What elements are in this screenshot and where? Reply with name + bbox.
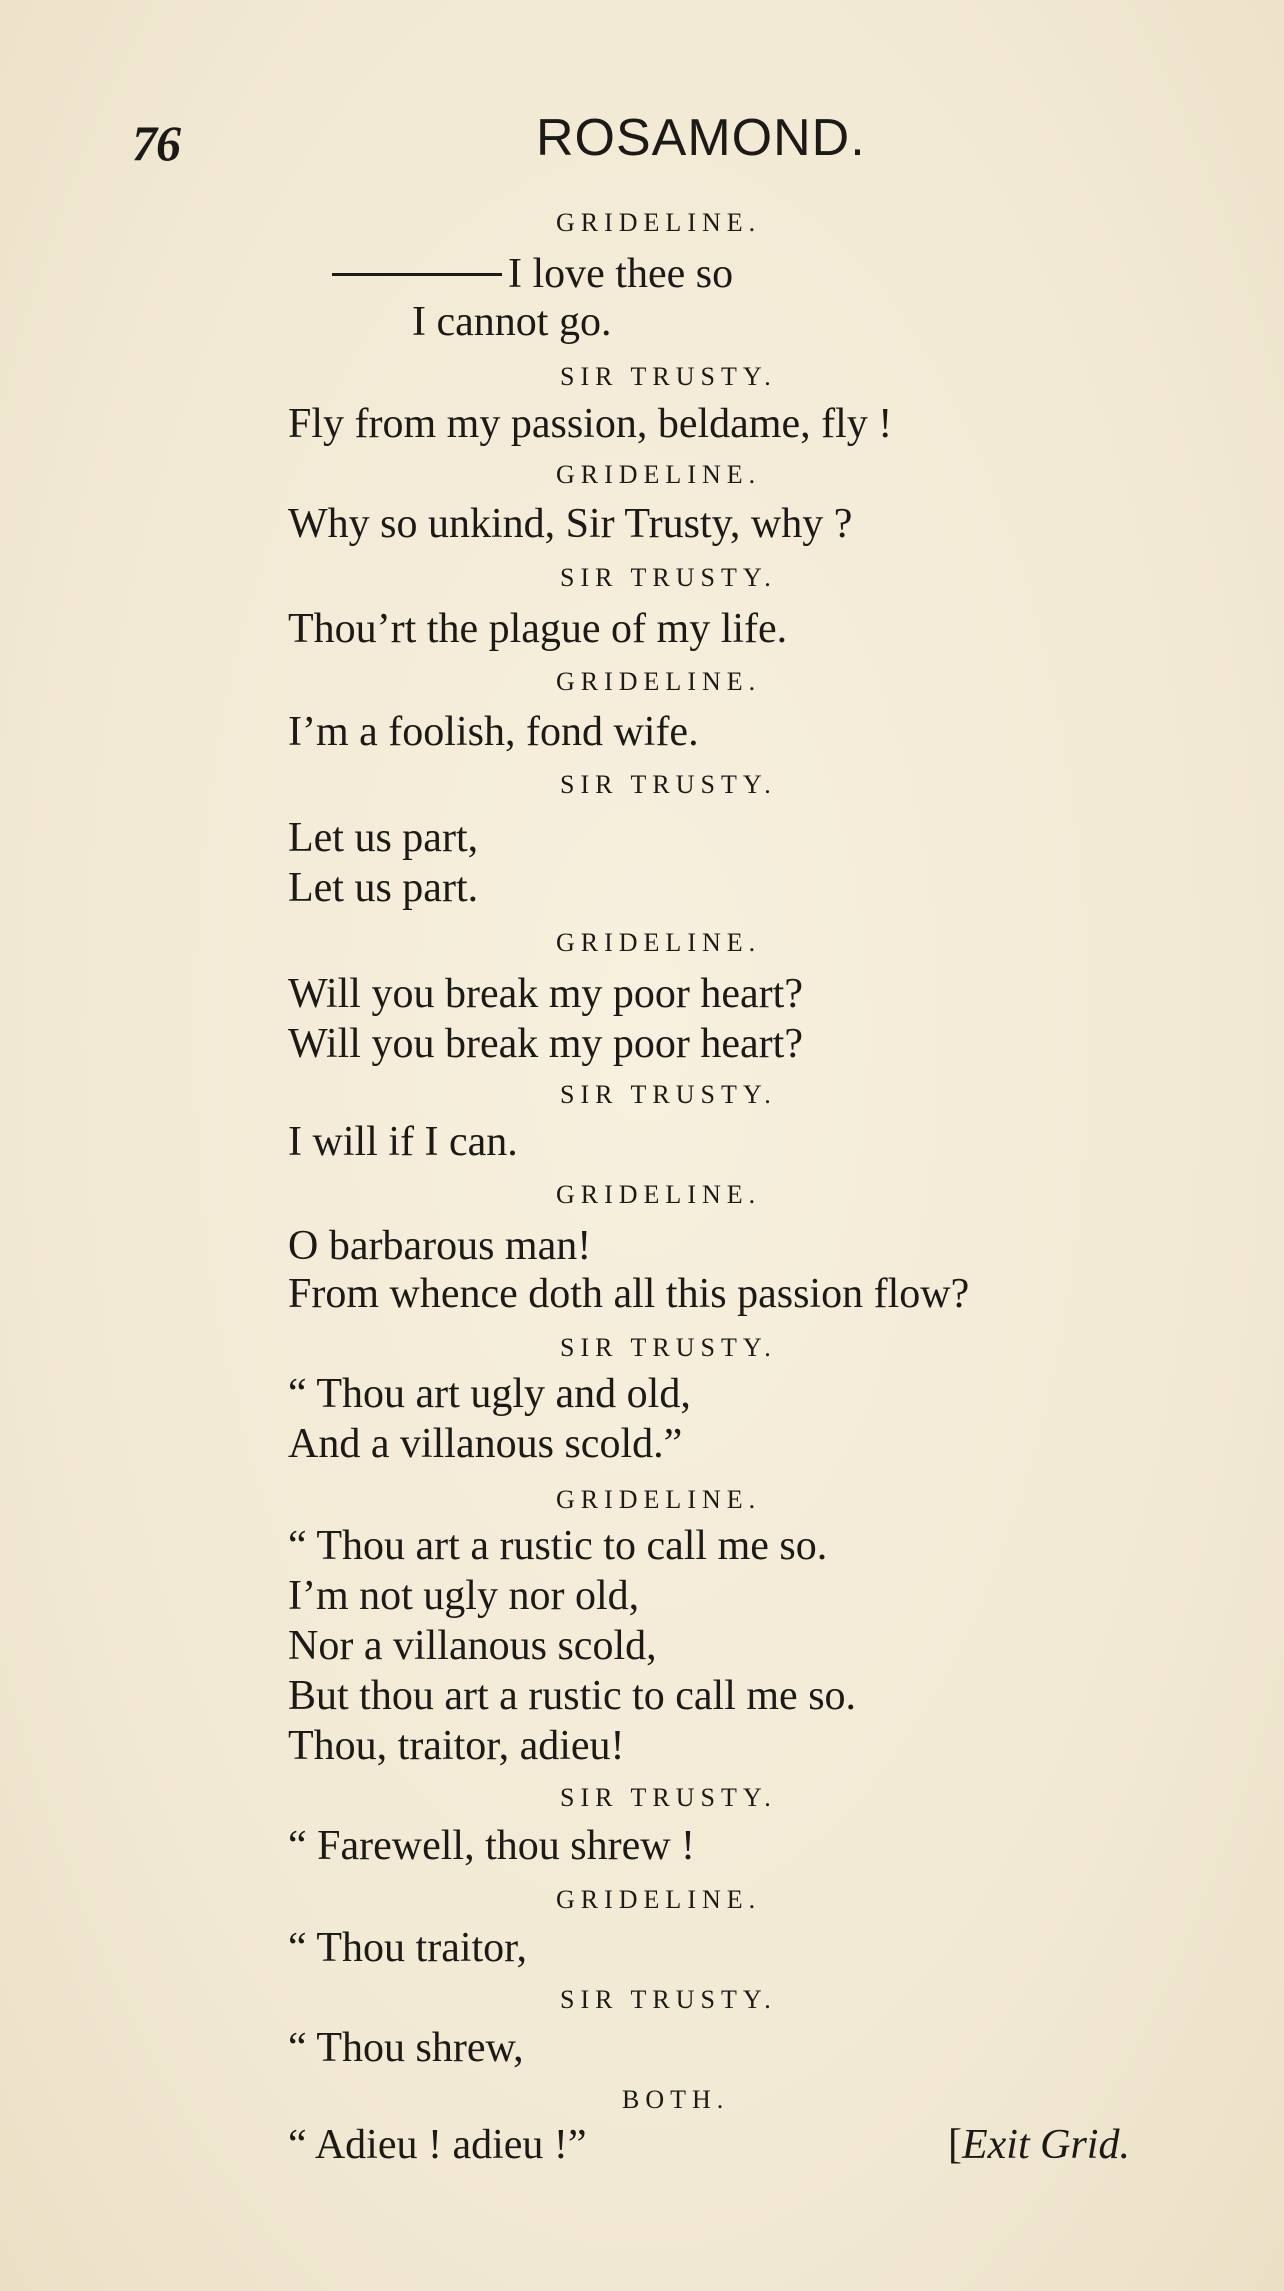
speaker-name	[556, 667, 761, 697]
verse-text: “ Adieu ! adieu !”	[288, 2122, 587, 2168]
verse-line	[288, 1270, 969, 1318]
speaker-name	[560, 770, 777, 800]
speaker-label: SIR TRUSTY.	[560, 770, 777, 799]
speaker-name	[560, 362, 777, 392]
speaker-label: SIR TRUSTY.	[560, 1985, 777, 2014]
speaker-name	[560, 1985, 777, 2015]
verse-line	[332, 250, 733, 298]
verse-text: I’m not ugly nor old,	[288, 1573, 640, 1619]
verse-text: Will you break my poor heart?	[288, 1021, 803, 1067]
page-header	[0, 108, 1284, 188]
running-title: ROSAMOND.	[536, 109, 866, 167]
verse-text: “ Thou shrew,	[288, 2025, 524, 2071]
speaker-label: SIR TRUSTY.	[560, 1783, 777, 1812]
verse-text: Let us part.	[288, 865, 479, 911]
verse-line	[288, 814, 478, 862]
verse-line	[288, 2024, 524, 2072]
speaker-name	[556, 460, 761, 490]
speaker-name	[556, 208, 761, 238]
verse-text: “ Farewell, thou shrew !	[288, 1823, 696, 1869]
em-dash-rule	[332, 273, 502, 276]
speaker-label: GRIDELINE.	[556, 1885, 762, 1914]
speaker-name	[556, 1180, 761, 1210]
speaker-label: GRIDELINE.	[556, 1485, 762, 1514]
speaker-label: GRIDELINE.	[556, 667, 762, 696]
verse-text: Why so unkind, Sir Trusty, why ?	[288, 501, 853, 547]
verse-line	[288, 864, 478, 912]
speaker-label: BOTH.	[622, 2085, 730, 2114]
speaker-label: GRIDELINE.	[556, 208, 762, 237]
verse-text: I love thee so	[508, 251, 734, 297]
speaker-label: GRIDELINE.	[556, 1180, 762, 1209]
verse-text: And a villanous scold.”	[288, 1421, 683, 1467]
speaker-label: SIR TRUSTY.	[560, 362, 777, 391]
verse-text: Will you break my poor heart?	[288, 971, 803, 1017]
speaker-name	[556, 1485, 761, 1515]
verse-text: Fly from my passion, beldame, fly !	[288, 401, 893, 447]
verse-line	[288, 1722, 625, 1770]
speaker-name	[556, 928, 761, 958]
stage-direction	[948, 2121, 1130, 2169]
stage-direction-bracket: [	[948, 2122, 962, 2168]
verse-text: I will if I can.	[288, 1119, 518, 1165]
verse-line	[288, 1822, 695, 1870]
verse-line	[288, 1370, 691, 1418]
verse-line	[288, 1924, 527, 1972]
verse-line	[288, 500, 852, 548]
verse-line	[288, 1222, 591, 1270]
speaker-label: SIR TRUSTY.	[560, 1080, 777, 1109]
verse-text: O barbarous man!	[288, 1223, 592, 1269]
speaker-label: SIR TRUSTY.	[560, 1333, 777, 1362]
speaker-label: SIR TRUSTY.	[560, 563, 777, 592]
verse-text: “ Thou art ugly and old,	[288, 1371, 691, 1417]
verse-line	[288, 1118, 518, 1166]
verse-line	[288, 970, 803, 1018]
stage-direction-text: Exit Grid.	[962, 2122, 1130, 2168]
verse-text: I cannot go.	[412, 299, 612, 345]
speaker-name	[622, 2085, 729, 2115]
verse-line	[288, 1522, 827, 1570]
page-number: 76	[132, 115, 180, 171]
verse-text: Thou’rt the plague of my life.	[288, 606, 788, 652]
verse-line	[412, 298, 611, 346]
verse-line	[288, 1420, 682, 1468]
verse-text: I’m a foolish, fond wife.	[288, 709, 699, 755]
verse-line	[288, 708, 699, 756]
verse-text: Let us part,	[288, 815, 479, 861]
verse-text: “ Thou traitor,	[288, 1925, 527, 1971]
speaker-label: GRIDELINE.	[556, 460, 762, 489]
speaker-name	[560, 1783, 777, 1813]
verse-line	[288, 400, 892, 448]
speaker-label: GRIDELINE.	[556, 928, 762, 957]
verse-line	[288, 1572, 639, 1620]
speaker-name	[560, 1080, 777, 1110]
speaker-name	[560, 1333, 777, 1363]
verse-text: Thou, traitor, adieu!	[288, 1723, 625, 1769]
verse-text: Nor a villanous scold,	[288, 1623, 657, 1669]
verse-line	[288, 1020, 803, 1068]
verse-line	[288, 2121, 587, 2169]
speaker-name	[556, 1885, 761, 1915]
verse-text: But thou art a rustic to call me so.	[288, 1673, 857, 1719]
verse-text: From whence doth all this passion flow?	[288, 1271, 970, 1317]
verse-line	[288, 1622, 657, 1670]
verse-line	[288, 1672, 856, 1720]
verse-text: “ Thou art a rustic to call me so.	[288, 1523, 828, 1569]
speaker-name	[560, 563, 777, 593]
verse-line	[288, 605, 787, 653]
